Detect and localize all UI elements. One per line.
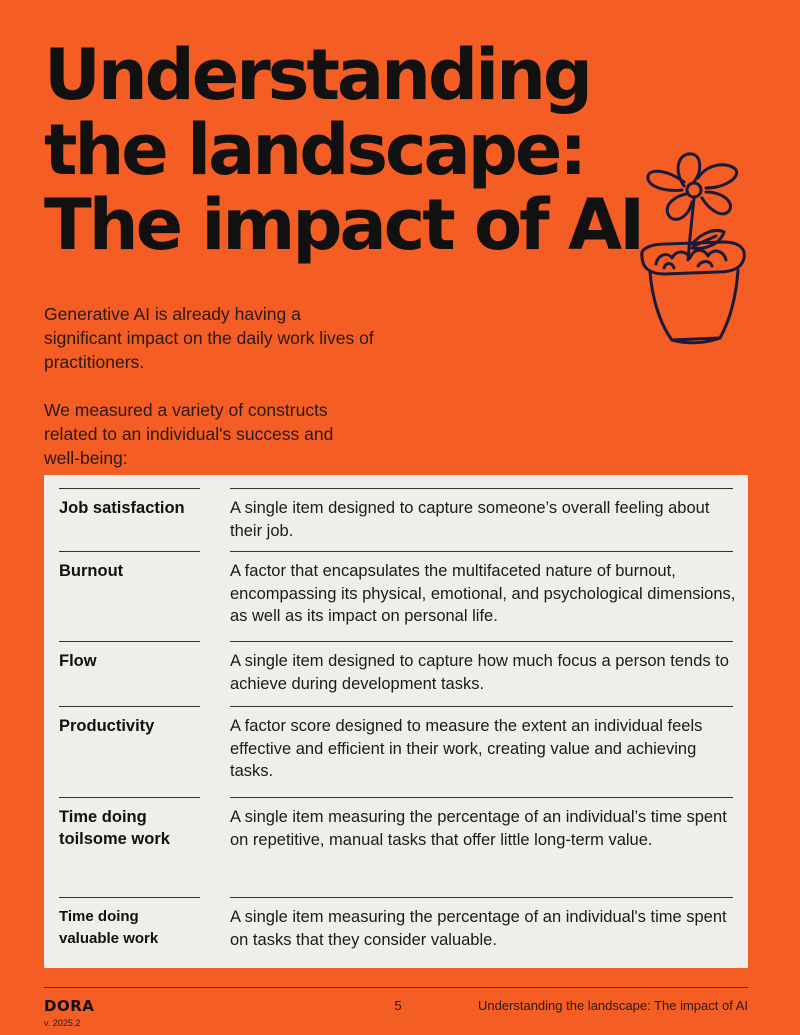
page-title [44, 34, 684, 266]
page-number: 5 [394, 998, 402, 1013]
version-label: v. 2025.2 [44, 1018, 81, 1028]
footer-divider [44, 987, 748, 988]
construct-term: Productivity [59, 717, 155, 735]
page-title-line-1: Understanding [44, 34, 591, 116]
divider [59, 897, 200, 898]
intro-text [44, 302, 374, 494]
construct-definition: A single item measuring the percentage of an individual's time spent on tasks that they consider valuable. [230, 908, 727, 949]
page-title-line-3: The impact of AI [44, 184, 643, 266]
construct-term: Burnout [59, 562, 124, 580]
construct-term: Time doing valuable work [59, 908, 159, 947]
flower-pot-icon [632, 148, 752, 348]
divider [230, 706, 733, 707]
construct-term: Job satisfaction [59, 499, 185, 517]
divider [230, 641, 733, 642]
construct-definition: A factor score designed to measure the extent an individual feels effective and efficient in their work, creating value and achieving tasks. [230, 717, 703, 780]
construct-definition: A single item measuring the percentage of an individual’s time spent on repetitive, manual tasks that offer little long-term value. [230, 808, 727, 849]
footer-section-title: Understanding the landscape: The impact of AI [477, 998, 748, 1013]
construct-definition: A single item designed to capture someone’s overall feeling about their job. [230, 499, 710, 540]
construct-term: Time doing toilsome work [59, 808, 170, 848]
divider [59, 797, 200, 798]
page-title-line-2: the landscape: [44, 109, 585, 191]
constructs-table [44, 475, 748, 968]
divider [230, 897, 733, 898]
divider [230, 797, 733, 798]
divider [59, 641, 200, 642]
dora-logo: DORA [44, 997, 95, 1015]
intro-paragraph-2: We measured a variety of constructs related to an individual's success and well-being: [44, 400, 334, 468]
divider [59, 706, 200, 707]
intro-paragraph-1: Generative AI is already having a significant impact on the daily work lives of practitioners. [44, 304, 374, 372]
divider [59, 488, 200, 489]
divider [230, 488, 733, 489]
construct-definition: A single item designed to capture how much focus a person tends to achieve during development tasks. [230, 652, 729, 693]
divider [230, 551, 733, 552]
construct-term: Flow [59, 652, 97, 670]
divider [59, 551, 200, 552]
construct-definition: A factor that encapsulates the multifaceted nature of burnout, encompassing its physical, emotional, and psychological dimensions, as well as its impact on personal life. [230, 562, 736, 625]
